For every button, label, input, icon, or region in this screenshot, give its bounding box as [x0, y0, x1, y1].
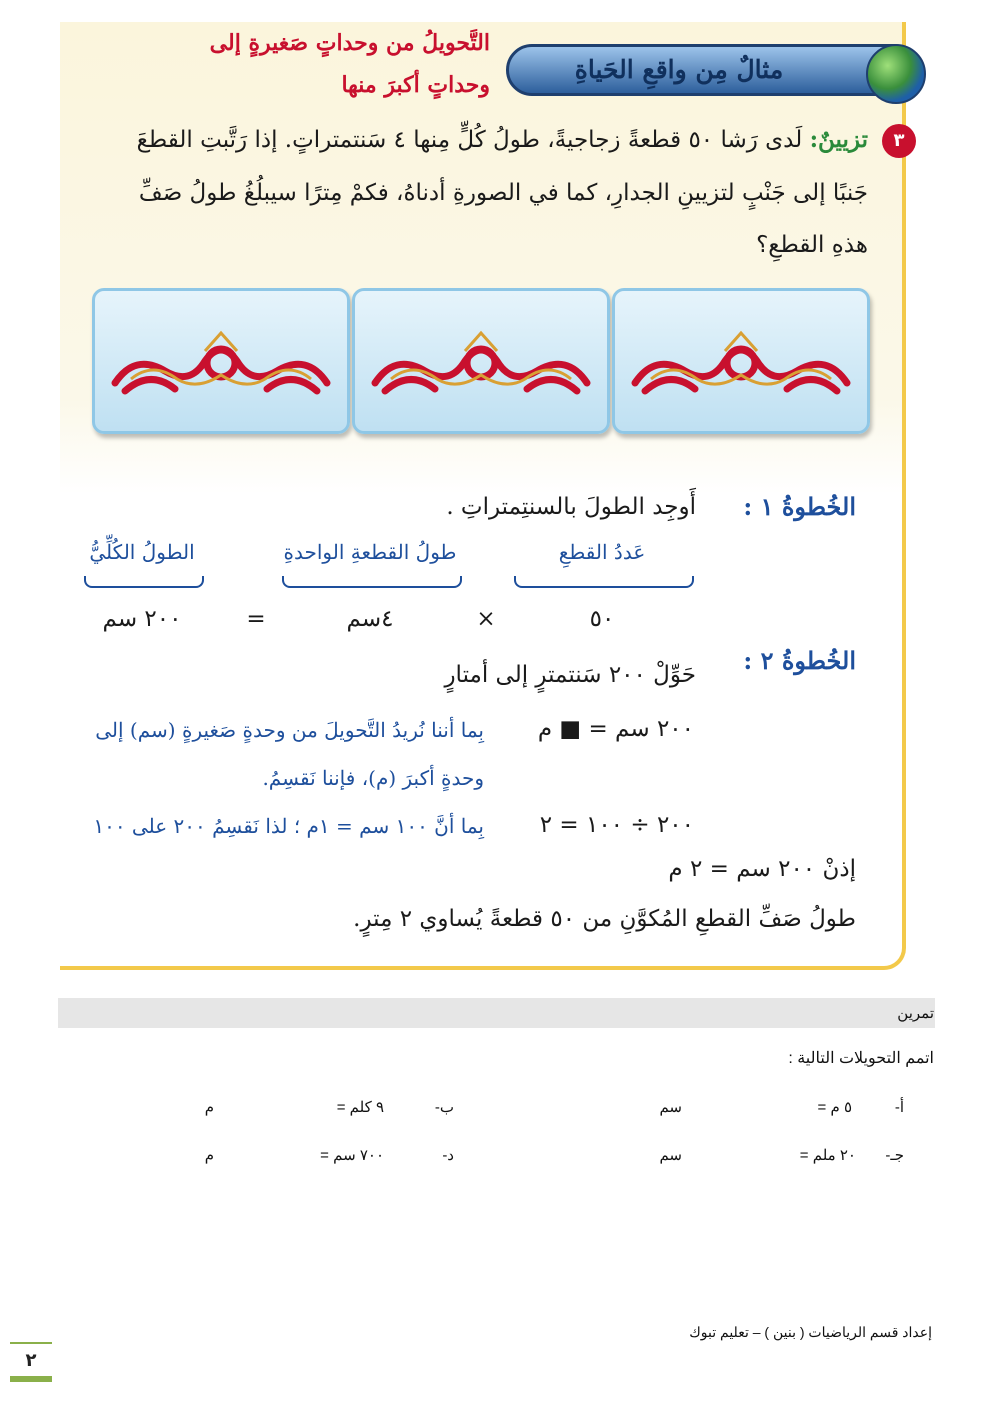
equation-1: ٢٠٠ سم = ■ م	[537, 716, 694, 742]
problem-text1: لَدى رَشا ٥٠ قطعةً زجاجيةً، طولُ كُلٍّ مِنها ٤ سَنتمتراتٍ. إذا رَتَّبتِ القطعَ	[136, 127, 803, 153]
times-sign: ×	[476, 606, 496, 632]
arabesque-ornament-icon	[615, 291, 867, 431]
problem-label: تزيينٌ:	[809, 126, 868, 153]
arabesque-ornament-icon	[95, 291, 347, 431]
col-head-total: الطولُ الكُلِّيُّ	[89, 540, 195, 564]
equals-sign: =	[246, 606, 266, 632]
brace	[282, 576, 462, 588]
item-letter: أ-	[894, 1099, 904, 1116]
page-number-bar	[10, 1376, 52, 1382]
unit-length-value: ٤سم	[346, 606, 394, 632]
item-unit: سم	[659, 1147, 682, 1164]
col-head-unit-length: طولُ القطعةِ الواحدةِ	[283, 540, 457, 564]
problem-line3: هذهِ القطعِ؟	[756, 232, 868, 258]
item-unit: م	[204, 1147, 214, 1164]
glass-tile	[352, 288, 610, 434]
item-letter: جـ-	[885, 1147, 904, 1164]
problem-number-badge: ٣	[882, 124, 916, 158]
step2-text: حَوِّلْ ٢٠٠ سَنتمترٍ إلى أمتارٍ	[444, 662, 696, 688]
item-letter: ب-	[434, 1099, 454, 1116]
page-number-rule-top	[10, 1342, 52, 1344]
banner-title: مثالٌ مِن واقعِ الحَياةِ	[574, 55, 784, 84]
equation-2: ٢٠٠ ÷ ١٠٠ = ٢	[539, 812, 694, 838]
step1-text: أَوجِد الطولَ بالسنتِمتراتِ .	[446, 494, 696, 520]
exercise-header-bar	[58, 998, 935, 1028]
note-1-line2: وحدةٍ أكبرَ (م)، فإننا نَقسِمُ.	[262, 766, 484, 790]
problem-line1	[137, 126, 868, 153]
step1-label: الخُطوةُ ١ :	[743, 492, 856, 521]
note-2: بِما أنَّ ١٠٠ سم = ١م ؛ لذا نَقسِمُ ٢٠٠ على ١٠٠	[93, 814, 484, 838]
brace	[514, 576, 694, 588]
item-question: ٢٠ ملم =	[799, 1147, 856, 1164]
conclusion: إذنْ ٢٠٠ سم = ٢ م	[668, 856, 856, 882]
problem-line2: جَنبًا إلى جَنْبٍ لتزيينِ الجدارِ، كما في الصورةِ أدناهُ، فكمْ مِترًا سيبلُغُ طولُ صَفِّ	[138, 180, 868, 206]
item-letter: د-	[442, 1147, 454, 1164]
final-answer: طولُ صَفِّ القطعِ المُكوَّنِ من ٥٠ قطعةً يُساوي ٢ مِترٍ.	[353, 906, 856, 932]
brace	[84, 576, 204, 588]
glass-tile	[612, 288, 870, 434]
example-banner	[506, 44, 920, 96]
item-question: ٧٠٠ سم =	[320, 1147, 384, 1164]
footer-credit: إعداد قسم الرياضيات ( بنين ) – تعليم تبوك	[689, 1324, 932, 1340]
glass-tile	[92, 288, 350, 434]
item-unit: م	[204, 1099, 214, 1116]
arabesque-ornament-icon	[355, 291, 607, 431]
step2-label: الخُطوةُ ٢ :	[743, 646, 856, 675]
note-1-line1: بِما أننا نُريدُ التَّحويلَ من وحدةٍ صَغيرةٍ (سم) إلى	[95, 718, 484, 742]
lesson-title-line2: وحداتٍ أكبرَ منها	[341, 72, 490, 98]
exercise-label: تمرين	[897, 1005, 934, 1022]
count-value: ٥٠	[589, 606, 615, 632]
item-unit: سم	[659, 1099, 682, 1116]
col-head-count: عَددُ القطعِ	[558, 540, 646, 564]
globe-icon	[866, 44, 926, 104]
item-question: ٥ م =	[817, 1099, 852, 1116]
exercise-instruction: اتمم التحويلات التالية :	[788, 1050, 934, 1067]
lesson-title-line1: التَّحويلُ من وحداتٍ صَغيرةٍ إلى	[209, 30, 490, 56]
total-value: ٢٠٠ سم	[102, 606, 182, 632]
item-question: ٩ كلم =	[336, 1099, 384, 1116]
page-number: ٢	[25, 1350, 37, 1371]
